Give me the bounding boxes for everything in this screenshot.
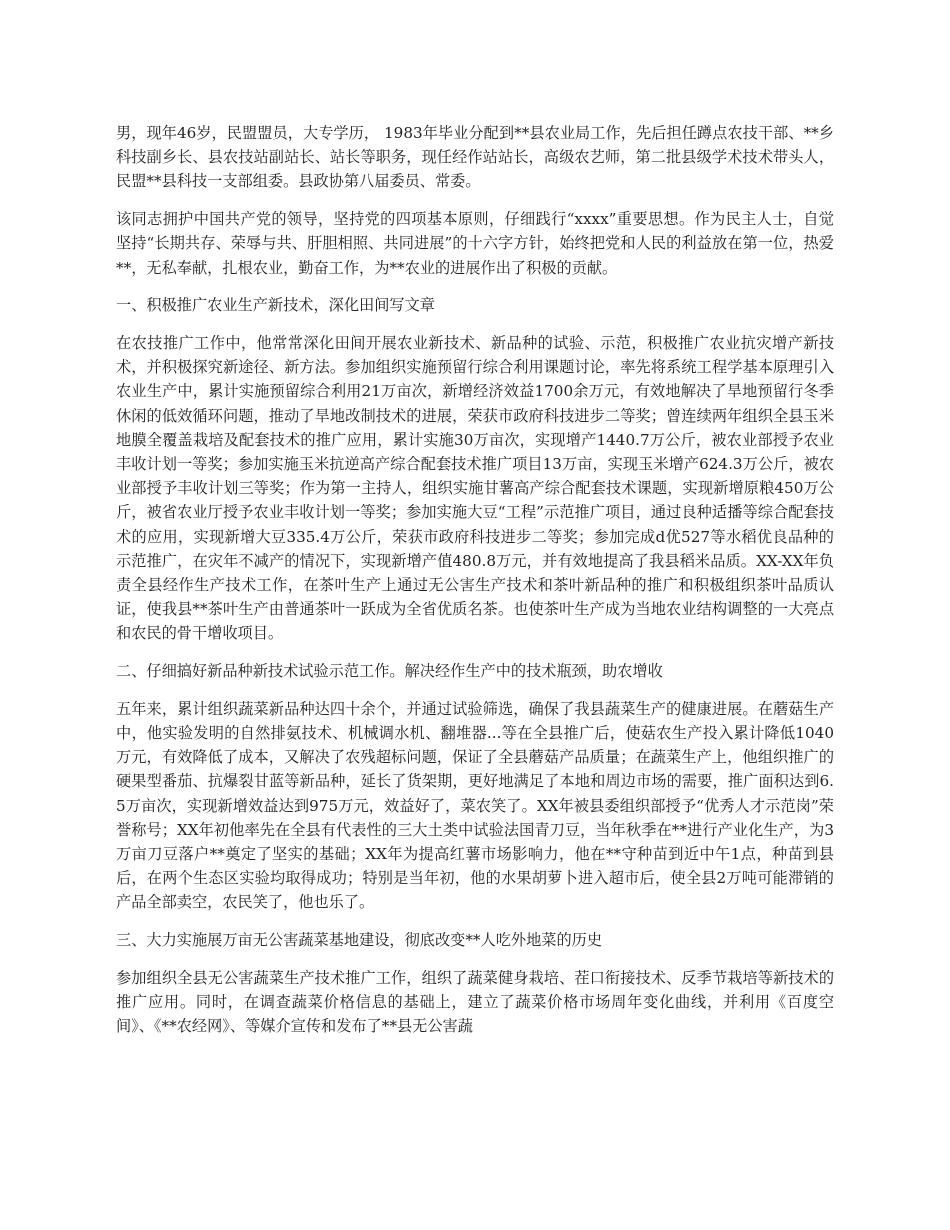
paragraph-political-stance: 该同志拥护中国共产党的领导，坚持党的四项基本原则，仔细践行“xxxx”重要思想。作为民主人士，自觉坚持“长期共存、荣辱与共、肝胆相照、共同进展”的十六字方针，始终把党和人民的利益放在第一位，热爱**，无私奉献，扎根农业，勤奋工作，为**农业的进展作出了积极的贡献。: [116, 210, 834, 277]
document-page: [116, 121, 834, 1052]
paragraph-section-2: 五年来，累计组织蔬菜新品种达四十余个，并通过试验筛选，确保了我县蔬菜生产的健康进展。在蘑菇生产中，他实验发明的自然排氨技术、机械调水机、翻堆器...等在全县推广后，使菇农生产投入累计降低1040万元，有效降低了成本，又解决了农残超标问题，保证了全县蘑菇产品质量；在蔬菜生产上，他组织推广的硬果型番茄、抗爆裂甘蓝等新品种，延长了货架期，更好地满足了本地和周边市场的需要，推广面积达到6.5万亩次，实现新增效益达到975万元，效益好了，菜农笑了。XX年被县委组织部授予“优秀人才示范岗”荣誉称号；XX年初他率先在全县有代表性的三大土类中试验法国青刀豆，当年秋季在**进行产业化生产，为3万亩刀豆落户**奠定了坚实的基础；XX年为提高红薯市场影响力，他在**守种苗到近中午1点，种苗到县后，在两个生态区实验均取得成功；特别是当年初，他的水果胡萝卜进入超市后，使全县2万吨可能滞销的产品全部卖空，农民笑了，他也乐了。: [116, 699, 834, 912]
section-heading-2: 二、仔细搞好新品种新技术试验示范工作。解决经作生产中的技术瓶颈，助农增收: [116, 662, 663, 681]
section-heading-1: 一、积极推广农业生产新技术，深化田间写文章: [116, 296, 435, 315]
paragraph-intro: 男，现年46岁，民盟盟员，大专学历， 1983年毕业分配到**县农业局工作，先后担任蹲点农技干部、**乡科技副乡长、县农技站副站长、站长等职务，现任经作站站长，高级农艺师，第二批县级学术技术带头人，民盟**县科技一支部组委。县政协第八届委员、常委。: [116, 124, 834, 191]
paragraph-section-3: 参加组织全县无公害蔬菜生产技术推广工作，组织了蔬菜健身栽培、茬口衔接技术、反季节栽培等新技术的推广应用。同时，在调查蔬菜价格信息的基础上，建立了蔬菜价格市场周年变化曲线，并利用《百度空间》、《**农经网》、等媒介宣传和发布了**县无公害蔬: [116, 968, 834, 1036]
section-heading-3: 三、大力实施展万亩无公害蔬菜基地建设，彻底改变**人吃外地菜的历史: [116, 931, 602, 950]
paragraph-section-1: 在农技推广工作中，他常常深化田间开展农业新技术、新品种的试验、示范，积极推广农业抗灾增产新技术，并积极探究新途径、新方法。参加组织实施预留行综合利用课题讨论，率先将系统工程学基本原理引入农业生产中，累计实施预留综合利用21万亩次，新增经济效益1700余万元，有效地解决了旱地预留行冬季休闲的低效循环问题，推动了旱地改制技术的进展，荣获市政府科技进步二等奖；曾连续两年组织全县玉米地膜全覆盖栽培及配套技术的推广应用，累计实施30万亩次，实现增产1440.7万公斤，被农业部授予农业丰收计划一等奖；参加实施玉米抗逆高产综合配套技术推广项目13万亩，实现玉米增产624.3万公斤，被农业部授予丰收计划三等奖；作为第一主持人，组织实施甘薯高产综合配套技术课题，实现新增原粮450万公斤，被省农业厅授予农业丰收计划一等奖；参加实施大豆“工程”示范推广项目，通过良种适播等综合配套技术的应用，实现新增大豆335.4万公斤，荣获市政府科技进步二等奖；参加完成d优527等水稻优良品种的示范推广，在灾年不减产的情况下，实现新增产值480.8万元，并有效地提高了我县稻米品质。XX-XX年负责全县经作生产技术工作，在茶叶生产上通过无公害生产技术和茶叶新品种的推广和积极组织茶叶品质认证，使我县**茶叶生产由普通茶叶一跃成为全省优质名茶。也使茶叶生产成为当地农业结构调整的一大亮点和农民的骨干增收项目。: [116, 333, 834, 643]
